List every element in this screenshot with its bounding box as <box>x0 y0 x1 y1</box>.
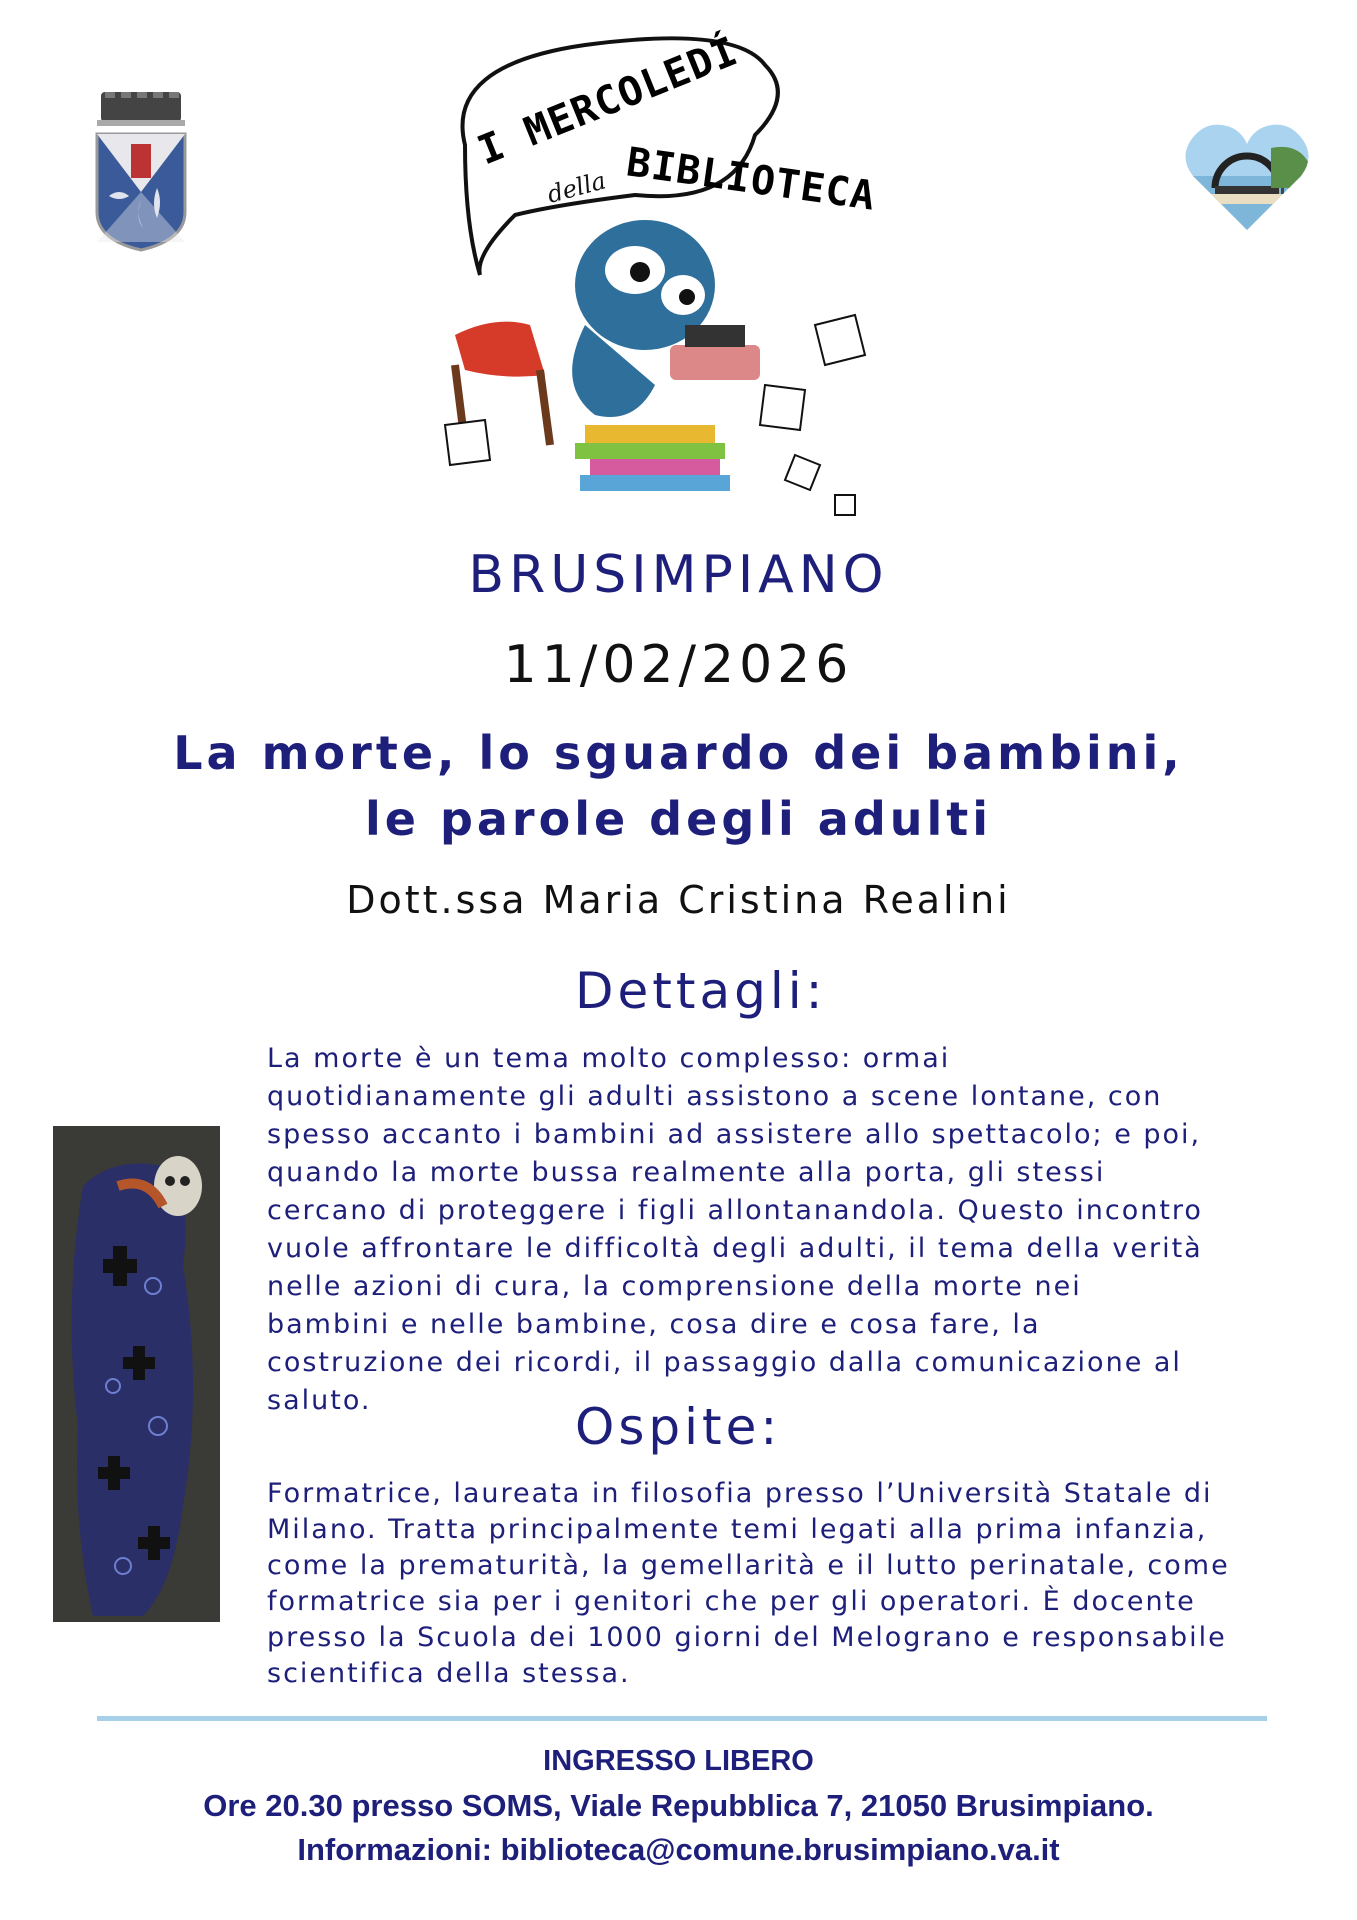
event-title-line2: le parole degli adulti <box>364 792 993 846</box>
guest-heading: Ospite: <box>575 1398 782 1456</box>
town-name: BRUSIMPIANO <box>468 545 889 605</box>
event-title <box>0 720 1357 852</box>
event-location: Ore 20.30 presso SOMS, Viale Repubblica 7, 21050 Brusimpiano. <box>203 1788 1154 1823</box>
event-title-line1: La morte, lo sguardo dei bambini, <box>173 726 1184 780</box>
details-line: saluto. <box>267 1385 372 1416</box>
heart-lake-logo <box>1185 118 1310 233</box>
details-line: costruzione dei ricordi, il passaggio dalla comunicazione al <box>267 1347 1182 1378</box>
coat-of-arms-logo <box>95 92 187 252</box>
guest-line: Formatrice, laureata in filosofia presso l’Università Statale di <box>267 1478 1213 1509</box>
guest-line: come la prematurità, la gemellarità e il lutto perinatale, come <box>267 1550 1230 1581</box>
logo-line3: BIBLIOTECA <box>623 139 879 220</box>
details-text <box>267 1040 1317 1420</box>
event-date: 11/02/2026 <box>503 635 854 695</box>
details-line: spesso accanto i bambini ad assistere allo spettacolo; e poi, <box>267 1119 1202 1150</box>
details-heading: Dettagli: <box>575 962 827 1020</box>
details-line: La morte è un tema molto complesso: ormai <box>267 1043 951 1074</box>
mercoledi-biblioteca-logo <box>435 25 905 545</box>
logo-line2: della <box>544 166 609 209</box>
details-line: nelle azioni di cura, la comprensione della morte nei <box>267 1271 1082 1302</box>
details-line: bambini e nelle bambine, cosa dire e cosa fare, la <box>267 1309 1041 1340</box>
contact-info: Informazioni: biblioteca@comune.brusimpiano.va.it <box>297 1832 1060 1867</box>
logo-line1: I MERCOLEDÍ <box>471 28 745 175</box>
guest-text <box>267 1476 1317 1692</box>
details-line: quando la morte bussa realmente alla porta, gli stessi <box>267 1157 1106 1188</box>
guest-line: formatrice sia per i genitori che per gli operatori. È docente <box>267 1586 1196 1617</box>
details-line: vuole affrontare le difficoltà degli adulti, il tema della verità <box>267 1233 1203 1264</box>
guest-line: scientifica della stessa. <box>267 1658 631 1689</box>
guest-line: presso la Scuola dei 1000 giorni del Melograno e responsabile <box>267 1622 1227 1653</box>
skeleton-painting-image <box>53 1126 220 1622</box>
details-line: quotidianamente gli adulti assistono a scene lontane, con <box>267 1081 1163 1112</box>
entry-notice: INGRESSO LIBERO <box>543 1745 814 1777</box>
speaker-name: Dott.ssa Maria Cristina Realini <box>346 878 1011 922</box>
details-line: cercano di proteggere i figli allontanandola. Questo incontro <box>267 1195 1203 1226</box>
guest-line: Milano. Tratta principalmente temi legati alla prima infanzia, <box>267 1514 1208 1545</box>
divider <box>97 1716 1267 1721</box>
